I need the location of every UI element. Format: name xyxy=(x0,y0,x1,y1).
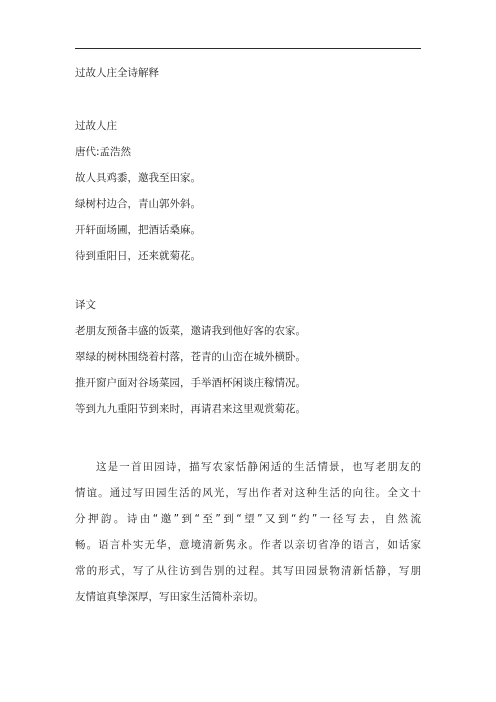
translation-line: 等到九九重阳节到来时，再请君来这里观赏菊花。 xyxy=(75,403,306,415)
poem-verse: 开轩面场圃，把酒话桑麻。 xyxy=(75,224,201,236)
header-rule xyxy=(75,48,421,49)
poem-verse: 绿树村边合，青山郭外斜。 xyxy=(75,198,201,210)
poem-title: 过故人庄 xyxy=(75,120,117,132)
translation-line: 老朋友预备丰盛的饭菜，邀请我到他好客的农家。 xyxy=(75,325,306,337)
translation-heading: 译文 xyxy=(75,299,96,311)
poem-author: 唐代:孟浩然 xyxy=(75,146,132,158)
commentary-line: 这是一首田园诗，描写农家恬静闲适的生活情景，也写老朋友的 xyxy=(96,461,421,473)
translation-line: 翠绿的树林围绕着村落，苍青的山峦在城外横卧。 xyxy=(75,351,306,363)
commentary-line: 常的形式，写了从往访到告别的过程。其写田园景物清新恬静，写朋 xyxy=(75,565,421,577)
commentary-line: 友情谊真挚深厚，写田家生活简朴亲切。 xyxy=(75,591,264,603)
translation-line: 推开窗户面对谷场菜园，手举酒杯闲谈庄稼情况。 xyxy=(75,377,306,389)
poem-verse: 待到重阳日，还来就菊花。 xyxy=(75,250,201,262)
commentary-line: 畅。语言朴实无华，意境清新隽永。作者以亲切省净的语言，如话家 xyxy=(75,539,421,551)
document-title: 过故人庄全诗解释 xyxy=(75,67,159,79)
poem-verse: 故人具鸡黍，邀我至田家。 xyxy=(75,172,201,184)
commentary-line: 情谊。通过写田园生活的风光，写出作者对这种生活的向往。全文十 xyxy=(75,487,421,499)
commentary-paragraph xyxy=(75,454,421,610)
commentary-line: 分押韵。诗由“邀”到“至”到“望”又到“约”一径写去，自然流 xyxy=(75,513,421,525)
